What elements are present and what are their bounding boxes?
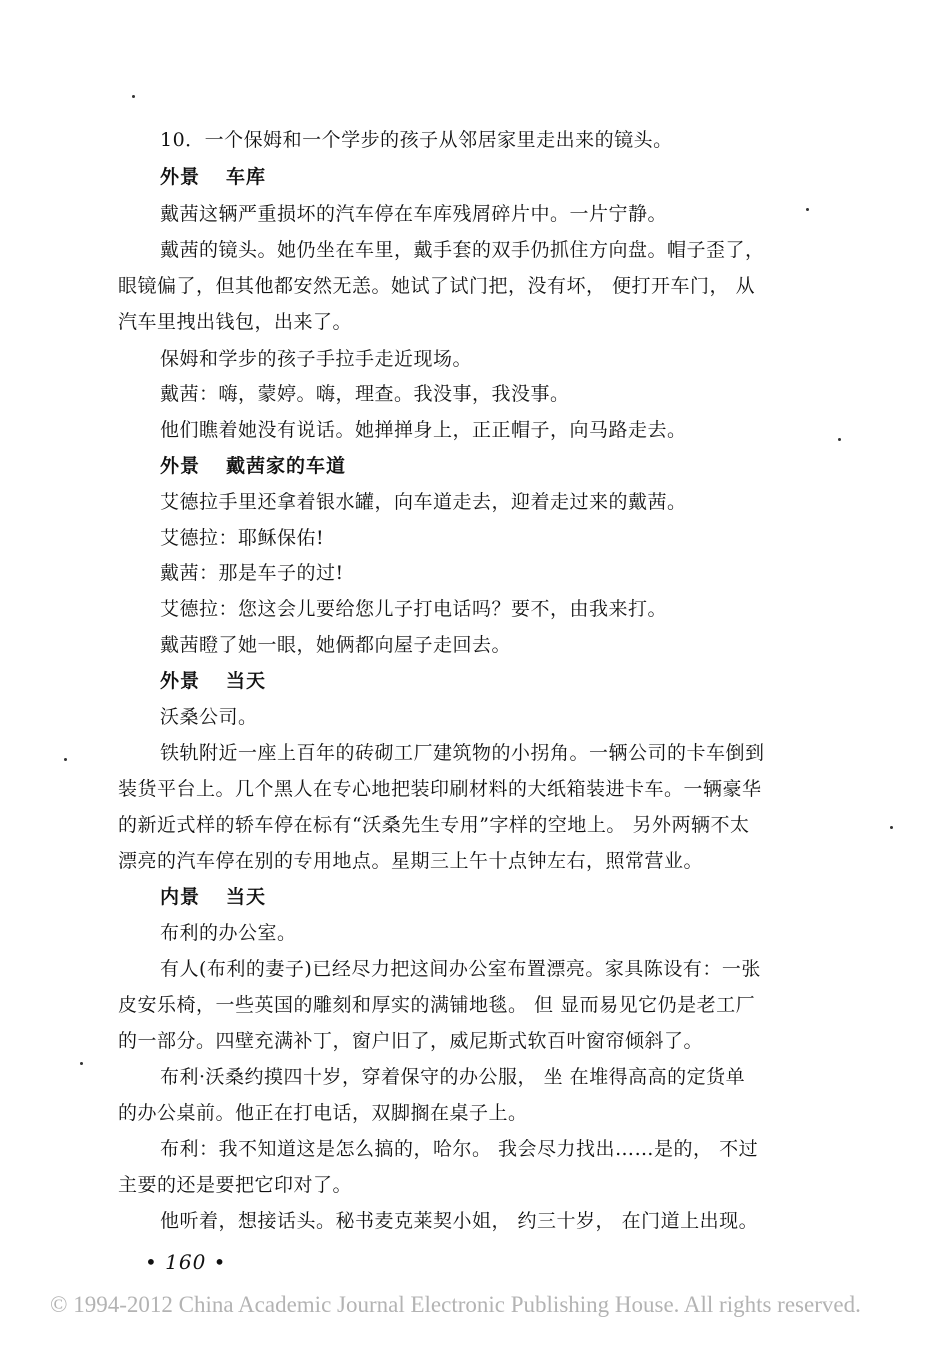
scene-heading-place: 戴茜家的车道	[226, 455, 347, 477]
paragraph-line: 铁轨附近一座上百年的砖砌工厂建筑物的小拐角。一辆公司的卡车倒到	[160, 742, 765, 764]
scene-heading-place: 当天	[226, 670, 267, 692]
scene-heading-place: 当天	[226, 886, 267, 908]
dialogue-line: 布利：我不知道这是怎么搞的，哈尔。 我会尽力找出……是的， 不过	[160, 1138, 759, 1160]
paragraph-line: 的新近式样的轿车停在标有“沃桑先生专用”字样的空地上。 另外两辆不太	[118, 814, 750, 836]
dialogue-line: 戴茜：那是车子的过!	[160, 562, 344, 584]
paragraph-line: 的一部分。四壁充满补丁，窗户旧了，威尼斯式软百叶窗帘倾斜了。	[118, 1030, 704, 1052]
paragraph-line: 他听着，想接话头。秘书麦克莱契小姐， 约三十岁， 在门道上出现。	[160, 1210, 759, 1232]
scan-speck	[132, 95, 135, 98]
paragraph-line: 10．一个保姆和一个学步的孩子从邻居家里走出来的镜头。	[160, 129, 673, 151]
dialogue-line: 艾德拉：耶稣保佑!	[160, 527, 325, 549]
paragraph-line: 沃桑公司。	[160, 706, 258, 728]
scan-speck	[838, 438, 841, 441]
scene-heading-location-type: 外景	[160, 166, 201, 188]
scan-speck	[890, 826, 893, 829]
paragraph-line: 艾德拉手里还拿着银水罐，向车道走去，迎着走过来的戴茜。	[160, 491, 687, 513]
paragraph-line: 戴茜的镜头。她仍坐在车里，戴手套的双手仍抓住方向盘。帽子歪了，	[160, 239, 765, 261]
copyright-notice: © 1994-2012 China Academic Journal Electronic Publishing House. All rights reserved.	[50, 1292, 861, 1317]
scene-heading-place: 车库	[226, 166, 267, 188]
paragraph-line: 装货平台上。几个黑人在专心地把装印刷材料的大纸箱装进卡车。一辆豪华	[118, 778, 762, 800]
scene-heading	[160, 165, 950, 189]
paragraph-line: 戴茜这辆严重损坏的汽车停在车库残屑碎片中。一片宁静。	[160, 203, 668, 225]
paragraph-line: 眼镜偏了，但其他都安然无恙。她试了试门把，没有坏， 便打开车门， 从	[118, 275, 756, 297]
paragraph-line: 有人(布利的妻子)已经尽力把这间办公室布置漂亮。家具陈设有：一张	[160, 958, 761, 980]
scan-speck	[64, 758, 67, 761]
scene-heading	[160, 669, 950, 693]
scene-heading	[160, 885, 950, 909]
dialogue-line: 戴茜：嗨，蒙婷。嗨，理查。我没事，我没事。	[160, 383, 570, 405]
paragraph-line: 漂亮的汽车停在别的专用地点。星期三上午十点钟左右，照常营业。	[118, 850, 704, 872]
paragraph-line: 皮安乐椅，一些英国的雕刻和厚实的满铺地毯。 但 显而易见它仍是老工厂	[118, 994, 756, 1016]
scene-heading	[160, 454, 950, 478]
paragraph-line: 的办公桌前。他正在打电话，双脚搁在桌子上。	[118, 1102, 528, 1124]
dialogue-line: 艾德拉：您这会儿要给您儿子打电话吗？要不，由我来打。	[160, 598, 668, 620]
paragraph-line: 他们瞧着她没有说话。她掸掸身上，正正帽子，向马路走去。	[160, 419, 687, 441]
scene-heading-location-type: 外景	[160, 670, 201, 692]
scene-heading-location-type: 内景	[160, 886, 201, 908]
paragraph-line: 布利·沃桑约摸四十岁，穿着保守的办公服， 坐 在堆得高高的定货单	[160, 1066, 746, 1088]
paragraph-line: 布利的办公室。	[160, 922, 297, 944]
scene-heading-location-type: 外景	[160, 455, 201, 477]
paragraph-line: 戴茜瞪了她一眼，她俩都向屋子走回去。	[160, 634, 512, 656]
page-number: • 160 •	[145, 1250, 227, 1274]
paragraph-line: 汽车里拽出钱包，出来了。	[118, 311, 353, 333]
scan-speck	[80, 1062, 83, 1065]
paragraph-line: 主要的还是要把它印对了。	[118, 1174, 353, 1196]
scan-speck	[806, 208, 809, 211]
paragraph-line: 保姆和学步的孩子手拉手走近现场。	[160, 348, 473, 370]
